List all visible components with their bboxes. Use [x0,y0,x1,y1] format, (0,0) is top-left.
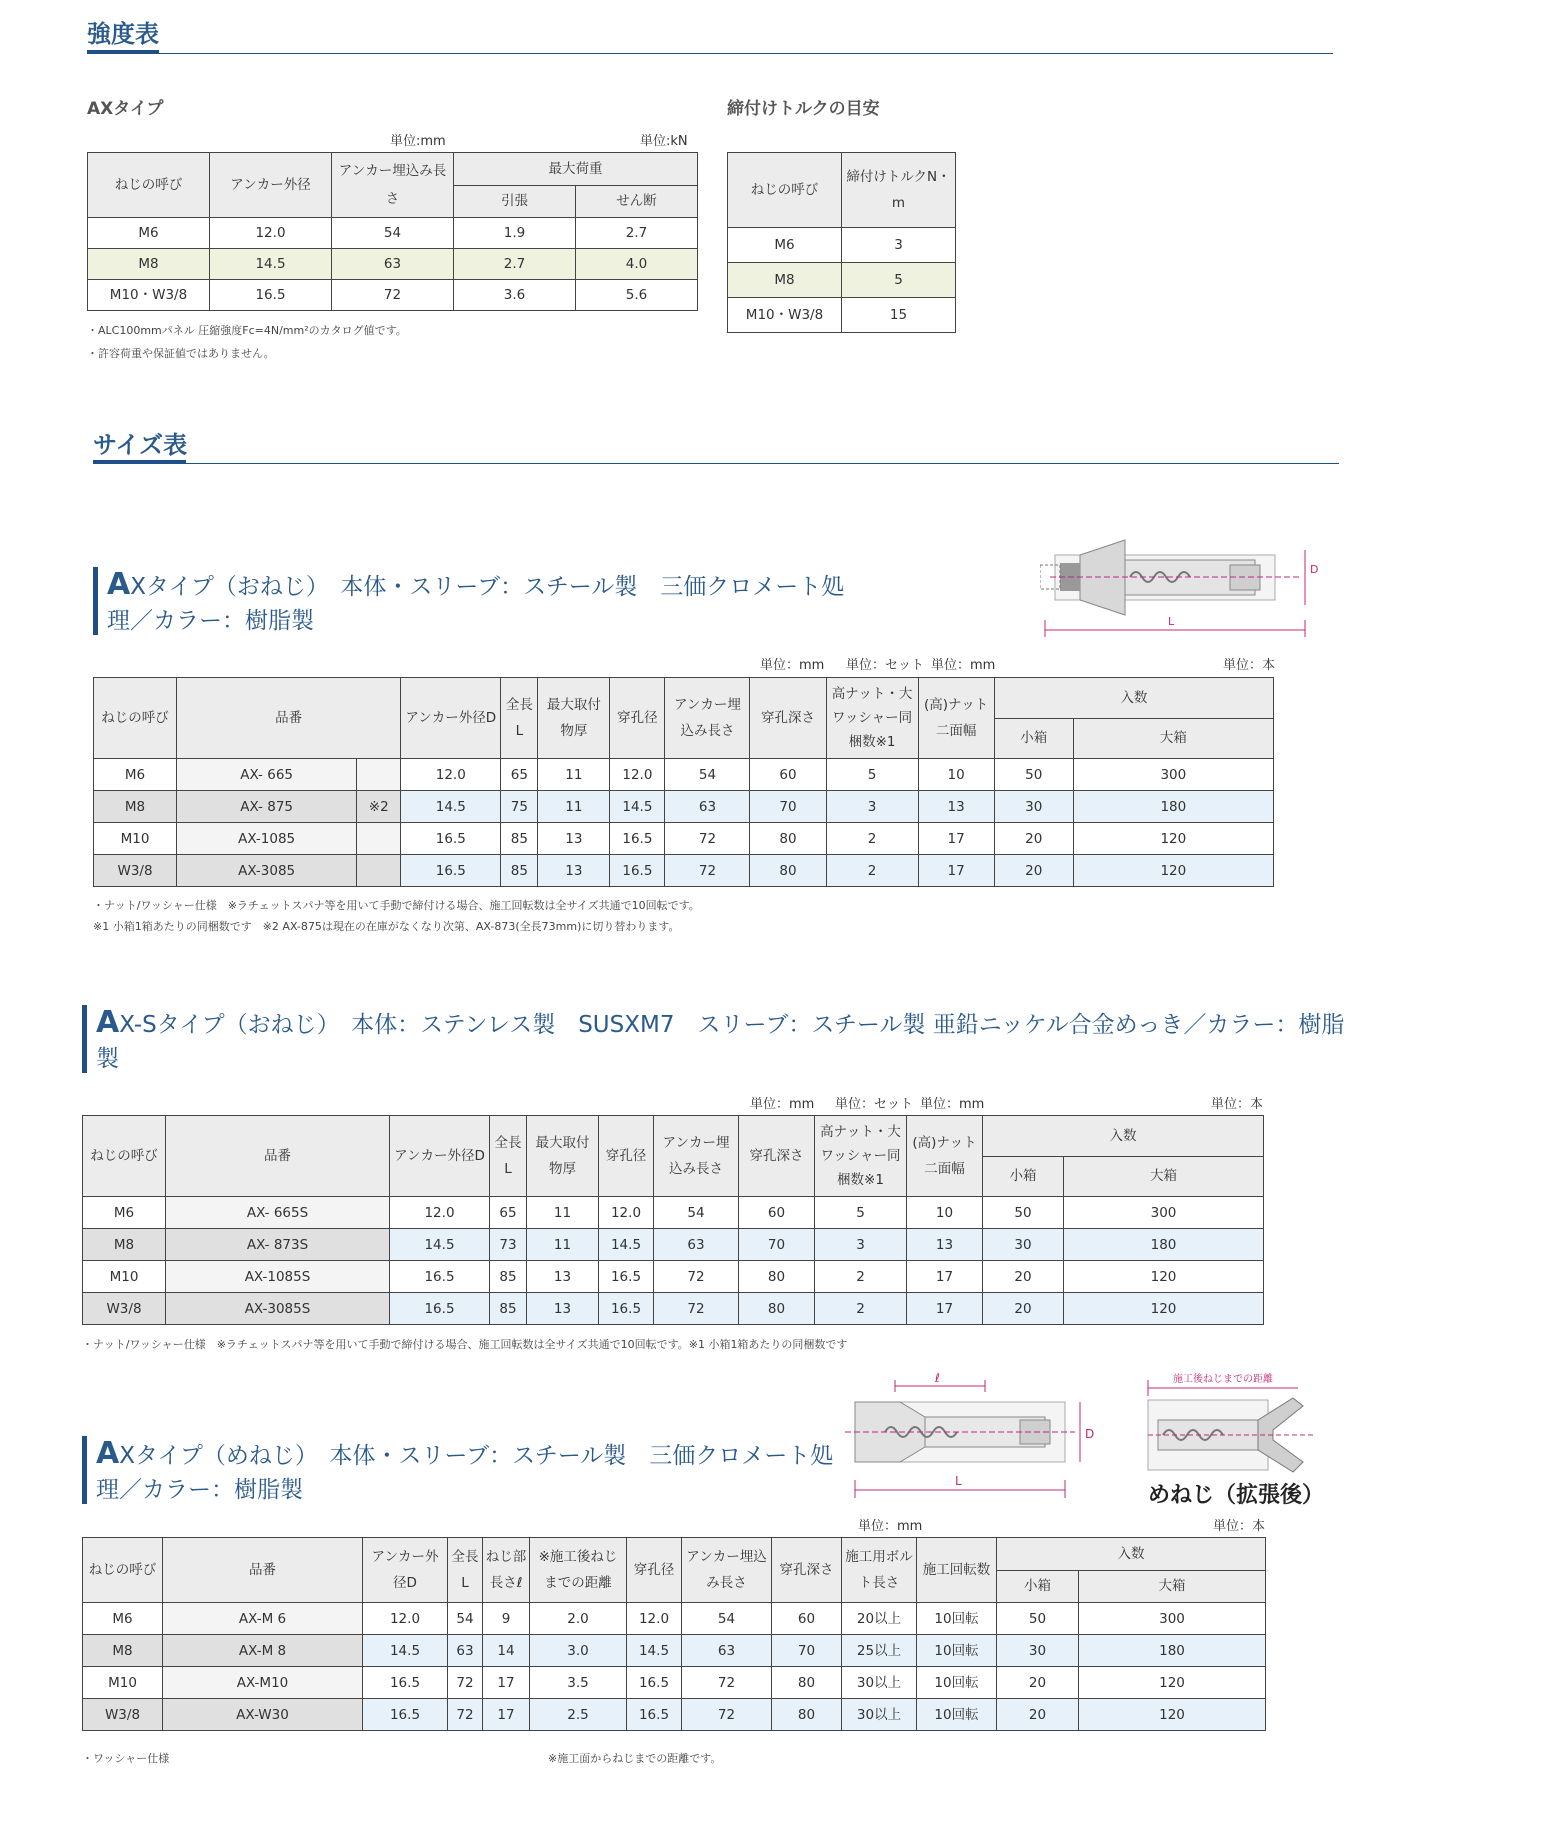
header-cell: 小箱 [994,718,1073,759]
cell: M10 [83,1261,166,1293]
strength-section-title: 強度表 [87,20,159,48]
header-cell: 穿孔深さ [739,1116,815,1197]
cell: 10回転 [917,1667,997,1699]
table-row [83,1229,1264,1261]
cell: 63 [654,1229,739,1261]
cell: 3.5 [530,1667,627,1699]
title-line1: Xタイプ（おねじ） 本体・スリーブ：スチール製 三価クロメート処 [130,574,845,600]
unit-label: 単位：セット [835,1097,914,1112]
axs-male-title [96,1006,1344,1076]
cell: 72 [448,1699,483,1731]
cell: 5.6 [576,280,698,311]
header-cell: せん断 [576,185,698,218]
unit-label: 単位:kN [640,134,688,149]
cell: 3 [826,791,918,823]
title-initial: A [96,1436,120,1471]
cell: 75 [501,791,538,823]
cell: 4.0 [576,249,698,280]
cell: 17 [907,1293,983,1325]
header-cell: 最大取付物厚 [527,1116,599,1197]
cell: 14.5 [401,791,501,823]
header-cell: 品番 [163,1538,363,1603]
table-row [88,280,698,311]
part-number-cell: AX- 665 [177,759,357,791]
header-cell: アンカー埋込み長さ [332,153,454,218]
cell: 11 [538,791,610,823]
part-number-cell: AX- 873S [166,1229,390,1261]
title-line2: 製 [96,1046,119,1072]
cell: 20 [994,823,1073,855]
header-cell: ねじの呼び [88,153,210,218]
header-cell: 入数 [997,1538,1266,1571]
cell [357,759,401,791]
cell: 80 [739,1293,815,1325]
header-cell: 入数 [994,678,1273,719]
cell: 1.9 [454,218,576,249]
cell: M8 [83,1635,163,1667]
header-cell: ねじの呼び [83,1116,166,1197]
cell: W3/8 [83,1699,163,1731]
cell: 50 [994,759,1073,791]
part-number-cell: AX-M 8 [163,1635,363,1667]
table-row [83,1667,1266,1699]
table-row [728,228,956,263]
anchor-male-diagram [1040,525,1340,640]
title-initial: A [107,567,131,602]
l-small-label: ℓ [935,1372,940,1385]
unit-label: 単位:mm [390,134,446,149]
cell: 17 [918,855,994,887]
cell: 72 [665,823,750,855]
cell: 80 [750,823,826,855]
cell: 54 [682,1603,772,1635]
cell: 16.5 [627,1699,682,1731]
cell: 180 [1064,1229,1264,1261]
cell: 13 [538,855,610,887]
header-cell: (高)ナット二面幅 [907,1116,983,1197]
cell: 65 [501,759,538,791]
torque-title: 締付けトルクの目安 [727,99,880,119]
part-number-cell: AX-3085S [166,1293,390,1325]
cell: 54 [665,759,750,791]
header-cell: 小箱 [997,1570,1079,1603]
title-line2: 理／カラー：樹脂製 [107,608,314,634]
cell: 16.5 [363,1699,448,1731]
cell: 60 [739,1197,815,1229]
cell: 54 [654,1197,739,1229]
l-label: L [955,1474,962,1488]
header-cell: 締付けトルクN・m [842,153,956,228]
cell: 12.0 [390,1197,490,1229]
header-cell: アンカー埋込み長さ [682,1538,772,1603]
part-number-cell: AX-M10 [163,1667,363,1699]
header-cell: 小箱 [983,1156,1064,1197]
cell: 17 [483,1667,530,1699]
ax-male-title [107,568,844,638]
header-cell: 入数 [983,1116,1264,1157]
cell: 3.0 [530,1635,627,1667]
section-divider [93,463,1339,464]
header-cell: 大箱 [1073,718,1273,759]
cell: 72 [665,855,750,887]
unit-label: 単位：mm [760,658,825,673]
part-number-cell: AX-M 6 [163,1603,363,1635]
cell: M8 [83,1229,166,1261]
d-label: D [1085,1427,1095,1441]
header-cell: 施工回転数 [917,1538,997,1603]
title-accent-bar [93,567,98,635]
cell: 300 [1073,759,1273,791]
cell: 120 [1079,1699,1266,1731]
table-row [94,823,1274,855]
cell: 3 [815,1229,907,1261]
note-text: ・許容荷重や保証値ではありません。 [87,347,275,360]
header-cell: 高ナット・大ワッシャー同梱数※1 [815,1116,907,1197]
part-number-cell: AX-1085S [166,1261,390,1293]
header-cell: 最大取付物厚 [538,678,610,759]
table-row [83,1197,1264,1229]
header-cell: 穿孔径 [599,1116,654,1197]
note-text: ・ワッシャー仕様 [82,1752,170,1765]
cell: 10回転 [917,1635,997,1667]
header-cell: 大箱 [1064,1156,1264,1197]
cell: 20 [994,855,1073,887]
cell: 3 [842,228,956,263]
cell: 16.5 [599,1293,654,1325]
cell: 2 [826,855,918,887]
cell: 72 [654,1261,739,1293]
table-row [83,1293,1264,1325]
cell: 120 [1079,1667,1266,1699]
header-cell: 穿孔深さ [772,1538,842,1603]
unit-label: 単位：本 [1223,658,1276,673]
cell: 72 [682,1667,772,1699]
cell [357,823,401,855]
cell: 65 [490,1197,527,1229]
title-line2: 理／カラー：樹脂製 [96,1477,303,1503]
cell: 12.0 [610,759,665,791]
cell: 16.5 [599,1261,654,1293]
header-cell: 大箱 [1079,1570,1266,1603]
cell: M6 [88,218,210,249]
section-divider [87,53,1333,54]
cell: 120 [1073,823,1273,855]
header-cell: ねじの呼び [83,1538,163,1603]
cell: M6 [94,759,177,791]
table-row [83,1261,1264,1293]
cell: 180 [1079,1635,1266,1667]
cell: 10回転 [917,1603,997,1635]
cell: 2 [826,823,918,855]
cell: 13 [527,1261,599,1293]
table-row [83,1635,1266,1667]
cell: 10 [907,1197,983,1229]
cell: 120 [1064,1261,1264,1293]
table-row [94,855,1274,887]
header-cell: 高ナット・大ワッシャー同梱数※1 [826,678,918,759]
cell: 50 [983,1197,1064,1229]
cell: 60 [750,759,826,791]
header-cell: アンカー外径 [210,153,332,218]
part-number-cell: AX- 875 [177,791,357,823]
cell: 70 [739,1229,815,1261]
cell: 73 [490,1229,527,1261]
cell: 300 [1064,1197,1264,1229]
cell: 80 [739,1261,815,1293]
cell: 63 [665,791,750,823]
ax-male-size-table [93,677,1274,887]
cell: 12.0 [363,1603,448,1635]
cell: 2 [815,1261,907,1293]
cell: M8 [94,791,177,823]
cell: 11 [538,759,610,791]
cell: 2.0 [530,1603,627,1635]
cell: 25以上 [842,1635,917,1667]
header-cell: 全長L [501,678,538,759]
part-number-cell: AX- 665S [166,1197,390,1229]
cell: 30 [994,791,1073,823]
unit-label: 単位：セット [846,658,925,673]
title-line1: X-Sタイプ（おねじ） 本体：ステンレス製 SUSXM7 スリーブ：スチール製 亜鉛ニッケル合金めっき／カラー：樹脂 [119,1012,1345,1038]
header-cell: ねじの呼び [728,153,842,228]
cell: 72 [332,280,454,311]
cell: 12.0 [401,759,501,791]
table-row [83,1699,1266,1731]
cell: 54 [448,1603,483,1635]
cell: 72 [654,1293,739,1325]
cell: 20 [997,1699,1079,1731]
header-cell: 穿孔径 [627,1538,682,1603]
size-section-title: サイズ表 [93,431,188,459]
unit-label: 単位：mm [931,658,996,673]
cell: 63 [332,249,454,280]
ax-female-size-table [82,1537,1266,1731]
table-row [728,263,956,298]
cell: 9 [483,1603,530,1635]
title-line1: Xタイプ（めねじ） 本体・スリーブ：スチール製 三価クロメート処 [119,1443,834,1469]
cell: 70 [750,791,826,823]
cell: 2 [815,1293,907,1325]
table-row [94,759,1274,791]
cell: 30 [997,1635,1079,1667]
ax-female-title [96,1437,833,1507]
cell: 30 [983,1229,1064,1261]
table-row [728,298,956,333]
header-cell: アンカー外径D [390,1116,490,1197]
l-label: L [1168,615,1175,628]
cell: 2.7 [576,218,698,249]
cell: 180 [1073,791,1273,823]
note-text: ※施工面からねじまでの距離です。 [548,1752,722,1765]
title-accent-bar [82,1005,87,1073]
cell [357,855,401,887]
cell: 5 [826,759,918,791]
anchor-female-diagram [845,1372,1095,1502]
cell: 63 [448,1635,483,1667]
cell: 14.5 [610,791,665,823]
cell: 11 [527,1197,599,1229]
cell: 2.7 [454,249,576,280]
cell: 14.5 [627,1635,682,1667]
part-number-cell: AX-1085 [177,823,357,855]
header-cell: アンカー外径D [363,1538,448,1603]
cell: 14 [483,1635,530,1667]
header-cell: 品番 [166,1116,390,1197]
strength-table [87,152,698,311]
unit-label: 単位：mm [858,1519,923,1534]
title-initial: A [96,1005,120,1040]
cell: 16.5 [610,823,665,855]
cell: M6 [83,1603,163,1635]
cell: M8 [88,249,210,280]
cell: 20以上 [842,1603,917,1635]
cell: 120 [1064,1293,1264,1325]
cell: 3.6 [454,280,576,311]
header-cell: ねじの呼び [94,678,177,759]
header-cell: アンカー埋込み長さ [665,678,750,759]
table-row [83,1603,1266,1635]
cell: 16.5 [390,1293,490,1325]
cell: 120 [1073,855,1273,887]
cell: 13 [538,823,610,855]
cell: 16.5 [627,1667,682,1699]
cell: 85 [501,855,538,887]
cell: 50 [997,1603,1079,1635]
cell: 14.5 [390,1229,490,1261]
cell: 60 [772,1603,842,1635]
cell: 16.5 [401,823,501,855]
cell: 85 [490,1293,527,1325]
ax-type-strength-title: AXタイプ [87,99,164,119]
anchor-expanded-diagram [1128,1370,1318,1485]
cell: 20 [983,1261,1064,1293]
header-cell: ねじ部長さℓ [483,1538,530,1603]
title-accent-bar [82,1436,87,1504]
cell: 15 [842,298,956,333]
cell: 70 [772,1635,842,1667]
table-row [88,218,698,249]
cell: 300 [1079,1603,1266,1635]
unit-label: 単位：本 [1213,1519,1266,1534]
cell: M10 [83,1667,163,1699]
cell: 63 [682,1635,772,1667]
cell: M10 [94,823,177,855]
cell: 2.5 [530,1699,627,1731]
torque-table [727,152,956,333]
cell: 30以上 [842,1699,917,1731]
cell: 13 [907,1229,983,1261]
cell: 5 [842,263,956,298]
d-label: D [1310,563,1319,576]
cell: 30以上 [842,1667,917,1699]
unit-label: 単位：mm [750,1097,815,1112]
cell: 80 [772,1667,842,1699]
part-number-cell: AX-3085 [177,855,357,887]
header-cell: 品番 [177,678,401,759]
cell: 10回転 [917,1699,997,1731]
cell: 13 [527,1293,599,1325]
cell: ※2 [357,791,401,823]
header-cell: 施工用ボルト長さ [842,1538,917,1603]
header-cell: (高)ナット二面幅 [918,678,994,759]
cell: W3/8 [83,1293,166,1325]
after-distance-label: 施工後ねじまでの距離 [1173,1374,1273,1385]
cell: 16.5 [363,1667,448,1699]
cell: 12.0 [599,1197,654,1229]
cell: 14.5 [210,249,332,280]
cell: 16.5 [210,280,332,311]
cell: 72 [682,1699,772,1731]
cell: 80 [750,855,826,887]
cell: 85 [490,1261,527,1293]
cell: M8 [728,263,842,298]
header-cell: 全長L [490,1116,527,1197]
cell: 12.0 [210,218,332,249]
cell: M10・W3/8 [88,280,210,311]
cell: 20 [997,1667,1079,1699]
cell: 12.0 [627,1603,682,1635]
note-text: ・ナット/ワッシャー仕様 ※ラチェットスパナ等を用いて手動で締付ける場合、施工回転数は全サイズ共通で10回転です。※1 小箱1箱あたりの同梱数です [82,1338,848,1351]
table-row [88,249,698,280]
note-text: ※1 小箱1箱あたりの同梱数です ※2 AX-875は現在の在庫がなくなり次第、AX-873(全長73mm)に切り替わります。 [93,920,680,933]
unit-label: 単位：mm [920,1097,985,1112]
cell: 16.5 [390,1261,490,1293]
header-cell: アンカー埋込み長さ [654,1116,739,1197]
note-text: ・ALC100mmパネル 圧縮強度Fc=4N/mm²のカタログ値です。 [87,324,407,337]
header-cell: 引張 [454,185,576,218]
cell: 17 [918,823,994,855]
cell: M6 [83,1197,166,1229]
cell: 54 [332,218,454,249]
cell: 14.5 [599,1229,654,1261]
cell: 72 [448,1667,483,1699]
cell: 17 [907,1261,983,1293]
header-cell: 全長L [448,1538,483,1603]
note-text: ・ナット/ワッシャー仕様 ※ラチェットスパナ等を用いて手動で締付ける場合、施工回転数は全サイズ共通で10回転です。 [93,899,700,912]
cell: 5 [815,1197,907,1229]
part-number-cell: AX-W30 [163,1699,363,1731]
table-row [94,791,1274,823]
header-cell: アンカー外径D [401,678,501,759]
cell: M10・W3/8 [728,298,842,333]
axs-male-size-table [82,1115,1264,1325]
expanded-caption: めねじ（拡張後） [1148,1483,1325,1508]
header-cell: ※施工後ねじまでの距離 [530,1538,627,1603]
cell: 85 [501,823,538,855]
unit-label: 単位：本 [1211,1097,1264,1112]
cell: 16.5 [401,855,501,887]
header-cell: 最大荷重 [454,153,698,186]
cell: 20 [983,1293,1064,1325]
cell: 17 [483,1699,530,1731]
cell: 11 [527,1229,599,1261]
cell: 16.5 [610,855,665,887]
header-cell: 穿孔深さ [750,678,826,759]
cell: W3/8 [94,855,177,887]
cell: 13 [918,791,994,823]
header-cell: 穿孔径 [610,678,665,759]
cell: 10 [918,759,994,791]
cell: 80 [772,1699,842,1731]
cell: M6 [728,228,842,263]
cell: 14.5 [363,1635,448,1667]
